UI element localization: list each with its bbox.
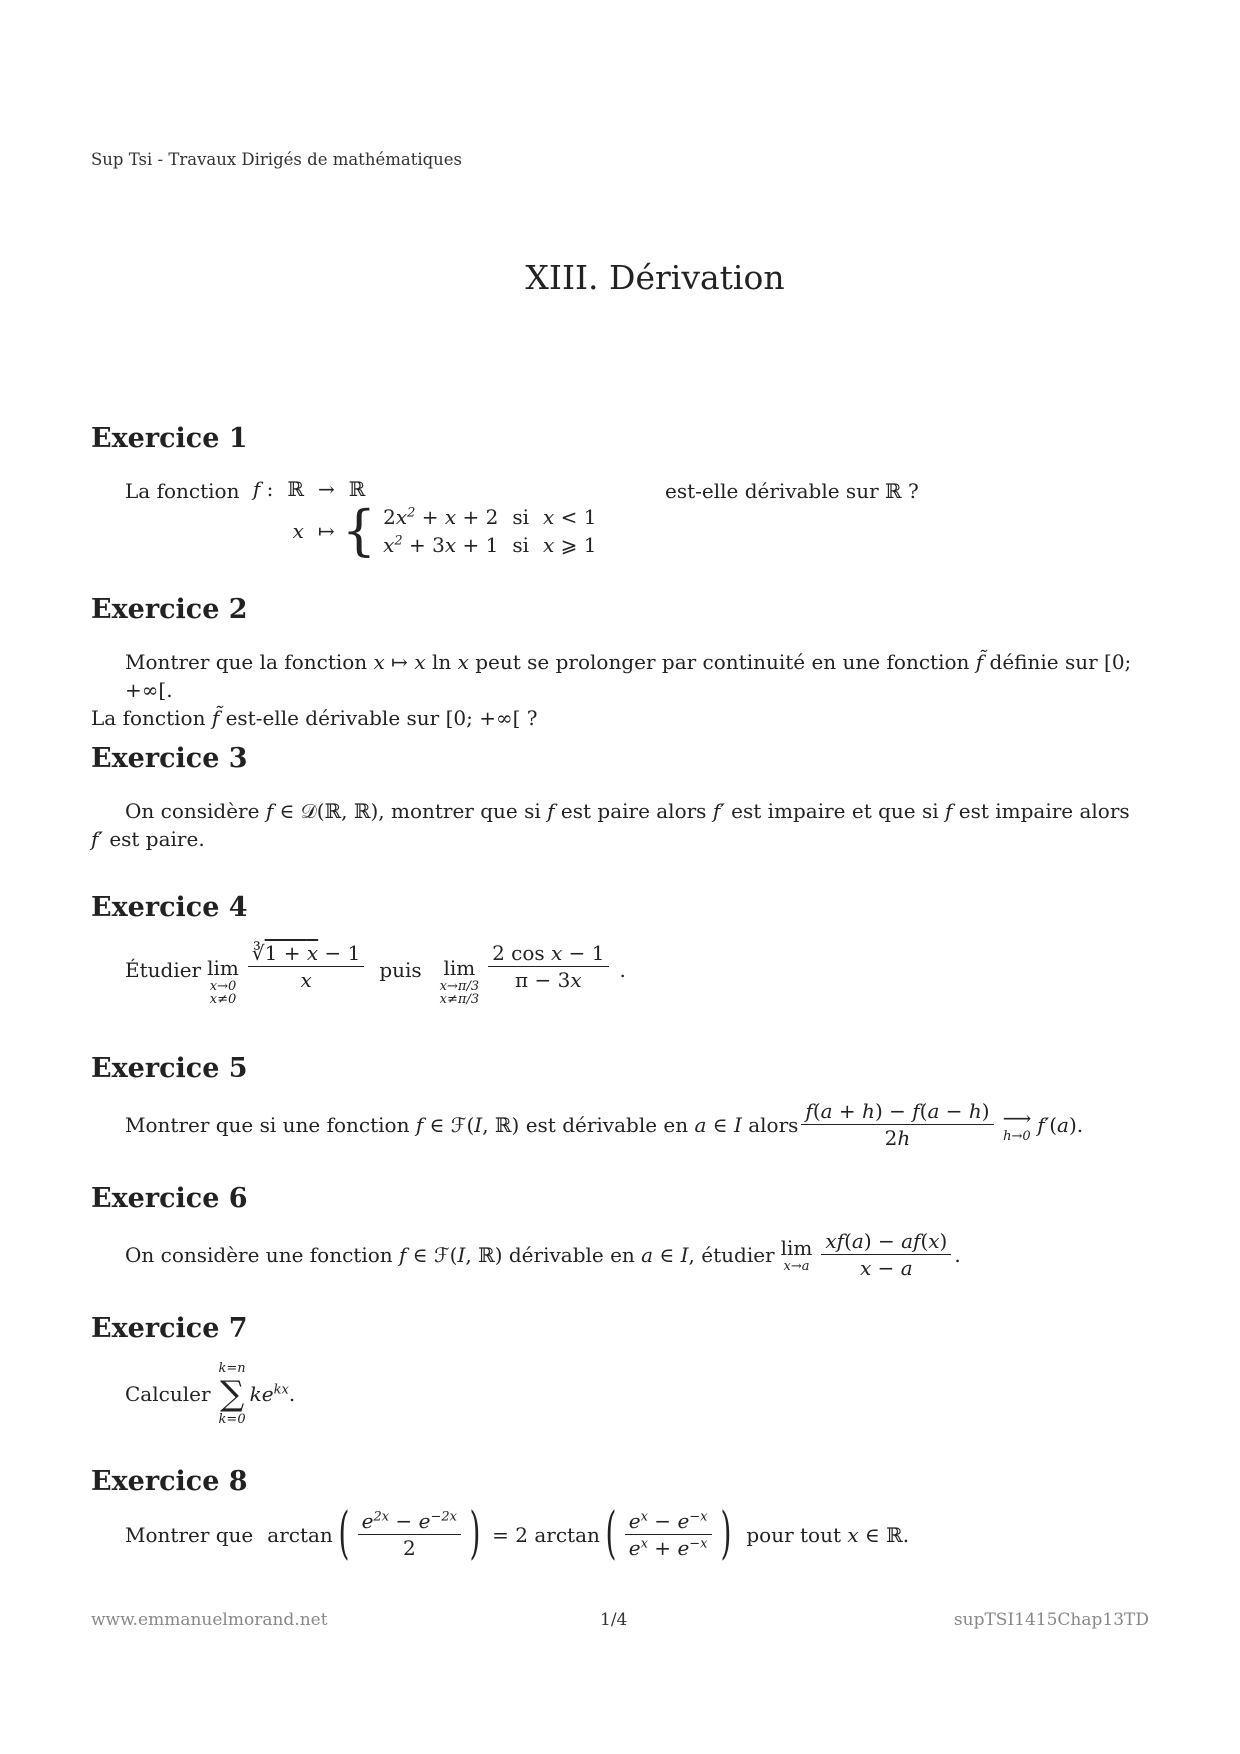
ex3-text-3: est paire alors xyxy=(560,799,707,823)
case-2-si: si xyxy=(512,533,530,557)
exercise-8-body: Montrer que arctan ( $\frac{e^{2x} - e^{-2x}}{2}$ ) = 2 arctan ( $\frac{e^x - e^{-x}}{e^x + e^{-x}}$ ) pour tout x ∈ ℝ. xyxy=(125,1501,910,1567)
exercise-1-title: Exercice 1 xyxy=(91,423,248,454)
exercise-1-body xyxy=(125,477,604,562)
ex6-text-1: On considère une fonction xyxy=(125,1242,393,1267)
exercise-4-body: Étudier lim x→0 x≠0 $\frac{∛1 + x - 1}{x}$ puis lim x→π/3 x≠π/3 $\frac{\text{2 cos x − 1}}{\pi - 3x}$ . xyxy=(125,941,626,1007)
ex6-text-2: dérivable en xyxy=(508,1242,635,1267)
exercise-1-intro: La fonction xyxy=(125,479,240,503)
exercise-7-body: Calculer k=n ∑ k=0 $ke^{kx}$. xyxy=(125,1361,296,1427)
ex8-text-2: pour tout xyxy=(746,1522,842,1547)
footer-website: www.emmanuelmorand.net xyxy=(91,1610,328,1630)
ex2-text-2: peut se prolonger par continuité en une fonction xyxy=(475,650,970,674)
exercise-1-question: est-elle dérivable sur ℝ ? xyxy=(665,479,919,503)
ex3-text-4: est impaire et que si xyxy=(731,799,939,823)
ex5-text-2: est dérivable en xyxy=(525,1112,689,1137)
ex7-text-1: Calculer xyxy=(125,1382,211,1406)
ex5-text-3: alors xyxy=(748,1112,799,1137)
exercise-3-title: Exercice 3 xyxy=(91,743,248,774)
ex6-text-3: étudier xyxy=(701,1242,775,1267)
ex3-text-5: est impaire alors xyxy=(958,799,1130,823)
exercise-2-title: Exercice 2 xyxy=(91,594,248,625)
footer-page-number: 1/4 xyxy=(600,1610,628,1630)
footer-document-id: supTSI1415Chap13TD xyxy=(953,1610,1149,1630)
page-header: Sup Tsi - Travaux Dirigés de mathématiques xyxy=(91,150,463,169)
case-1-si: si xyxy=(512,505,530,529)
exercise-6-title: Exercice 6 xyxy=(91,1183,248,1214)
ex4-text-2: puis xyxy=(379,958,422,982)
ex3-text-1: On considère xyxy=(125,799,260,823)
exercise-3-body: On considère f ∈ 𝒟(ℝ, ℝ), montrer que si f est paire alors f′ est impaire et que si f est impaire alors f′ est paire. xyxy=(91,799,1130,851)
ex3-text-6: est paire. xyxy=(109,827,205,851)
exercise-4-title: Exercice 4 xyxy=(91,892,248,923)
ex2-text-3: définie sur [0; +∞[. xyxy=(125,650,1132,702)
ex8-text-1: Montrer que xyxy=(125,1522,254,1547)
exercise-5-body: Montrer que si une fonction f ∈ ℱ(I, ℝ) est dérivable en a ∈ I alors $\frac{f(a + h) - f(a - h)}{2h}$ ⟶ h→0 f′(a). xyxy=(125,1099,1084,1150)
ex3-text-2: montrer que si xyxy=(390,799,541,823)
exercise-1-function-definition: f : ℝ → ℝ x ↦ { $2x^2 + x + 2$ si x < 1 $x^2 + 3x + 1$ si x ⩾ 1 xyxy=(252,477,597,562)
ex2-text-4: La fonction xyxy=(91,706,206,730)
ex2-text-5: est-elle dérivable sur [0; +∞[ ? xyxy=(225,706,538,730)
ex4-text-1: Étudier xyxy=(125,958,202,982)
ex2-text-1: Montrer que la fonction xyxy=(125,650,368,674)
ex5-text-1: Montrer que si une fonction xyxy=(125,1112,410,1137)
exercise-7-title: Exercice 7 xyxy=(91,1313,248,1344)
exercise-8-title: Exercice 8 xyxy=(91,1466,248,1497)
exercise-2-body: Montrer que la fonction x ↦ x ln x peut se prolonger par continuité en une fonction f̃ définie sur [0; +∞[. La fonction f̃ est-elle dérivable sur [0; +∞[ ? xyxy=(91,650,1132,730)
exercise-6-body: On considère une fonction f ∈ ℱ(I, ℝ) dérivable en a ∈ I, étudier lim x→a $\frac{xf(a) - af(x)}{x - a}$ . xyxy=(125,1229,961,1280)
page-title: XIII. Dérivation xyxy=(525,258,785,297)
exercise-5-title: Exercice 5 xyxy=(91,1053,248,1084)
